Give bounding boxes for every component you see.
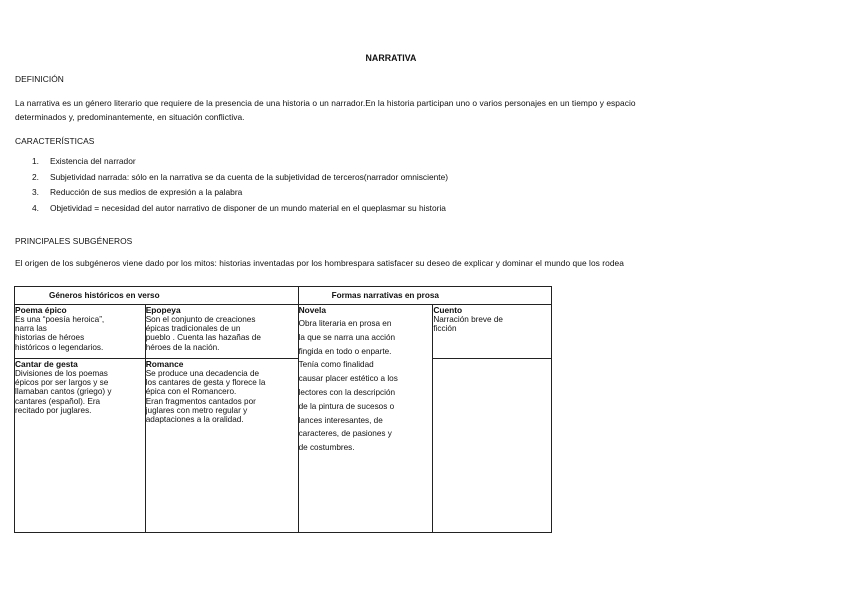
cell-description: Es una “poesía heroica”, narra las historias de héroes históricos o legendarios. bbox=[15, 315, 105, 352]
cell-description: Narración breve de ficción bbox=[433, 315, 503, 334]
subgeneros-table bbox=[14, 286, 552, 533]
list-item-number: 4. bbox=[32, 203, 39, 214]
cell-title: Cantar de gesta bbox=[15, 359, 78, 369]
list-item-number: 3. bbox=[32, 187, 39, 198]
cell-title: Cuento bbox=[433, 305, 463, 315]
definicion-text-line-2: determinados y, predominantemente, en situación conflictiva. bbox=[15, 112, 245, 122]
cell-poema-epico bbox=[15, 305, 146, 359]
definicion-heading: DEFINICIÓN bbox=[15, 74, 64, 84]
list-item-text: Objetividad = necesidad del autor narrativo de disponer de un mundo material en el queplasmar su historia bbox=[50, 203, 446, 214]
cell-title: Poema épico bbox=[15, 305, 67, 315]
cell-description: Obra literaria en prosa en la que se narra una acción fingida en todo o enparte. Tenía como finalidad causar placer estético a los lectores con la descripción de la pintura de sucesos o lances interesantes, de caracteres, de pasiones y de costumbres. bbox=[298, 319, 398, 453]
list-item-text: Reducción de sus medios de expresión a la palabra bbox=[50, 187, 243, 198]
cell-cuento bbox=[433, 305, 552, 359]
cell-description: Se produce una decadencia de los cantares de gesta y florece la épica con el Romancero. Eran fragmentos cantados por juglares con metro regular y adaptaciones a la oralidad. bbox=[145, 369, 266, 425]
list-item-number: 2. bbox=[32, 171, 39, 182]
document-title: NARRATIVA bbox=[365, 53, 417, 63]
header-formas-prosa: Formas narrativas en prosa bbox=[298, 287, 551, 305]
table-row bbox=[15, 359, 552, 533]
subgeneros-heading: PRINCIPALES SUBGÉNEROS bbox=[15, 236, 133, 246]
cell-epopeya bbox=[145, 305, 298, 359]
cell-title: Novela bbox=[298, 305, 327, 315]
caracteristicas-heading: CARACTERÍSTICAS bbox=[15, 136, 95, 146]
list-item-text: Subjetividad narrada: sólo en la narrativa se da cuenta de la subjetividad de terceros(narrador omnisciente) bbox=[50, 171, 449, 182]
list-item-text: Existencia del narrador bbox=[50, 156, 136, 166]
cell-title: Romance bbox=[145, 359, 184, 369]
definicion-text-line-1: La narrativa es un género literario que requiere de la presencia de una historia o un narrador.En la historia participan uno o varios personajes en un tiempo y espacio bbox=[15, 98, 636, 108]
cell-description: Son el conjunto de creaciones épicas tradicionales de un pueblo . Cuenta las hazañas de héroes de la nación. bbox=[145, 315, 261, 352]
table-row bbox=[15, 305, 552, 359]
header-generos-verso: Géneros históricos en verso bbox=[15, 287, 299, 305]
subgeneros-text: El origen de los subgéneros viene dado por los mitos: historias inventadas por los hombrespara satisfacer su deseo de explicar y dominar el mundo que los rodea bbox=[15, 258, 624, 268]
cell-empty bbox=[433, 359, 552, 533]
cell-description: Divisiones de los poemas épicos por ser largos y se llamaban cantos (griego) y cantares (español). Era recitado por juglares. bbox=[15, 369, 112, 415]
cell-cantar-de-gesta bbox=[15, 359, 146, 533]
cell-title: Epopeya bbox=[145, 305, 181, 315]
list-item-number: 1. bbox=[32, 156, 39, 166]
table-header-row bbox=[15, 287, 552, 305]
cell-romance bbox=[145, 359, 298, 533]
cell-novela bbox=[298, 305, 433, 533]
